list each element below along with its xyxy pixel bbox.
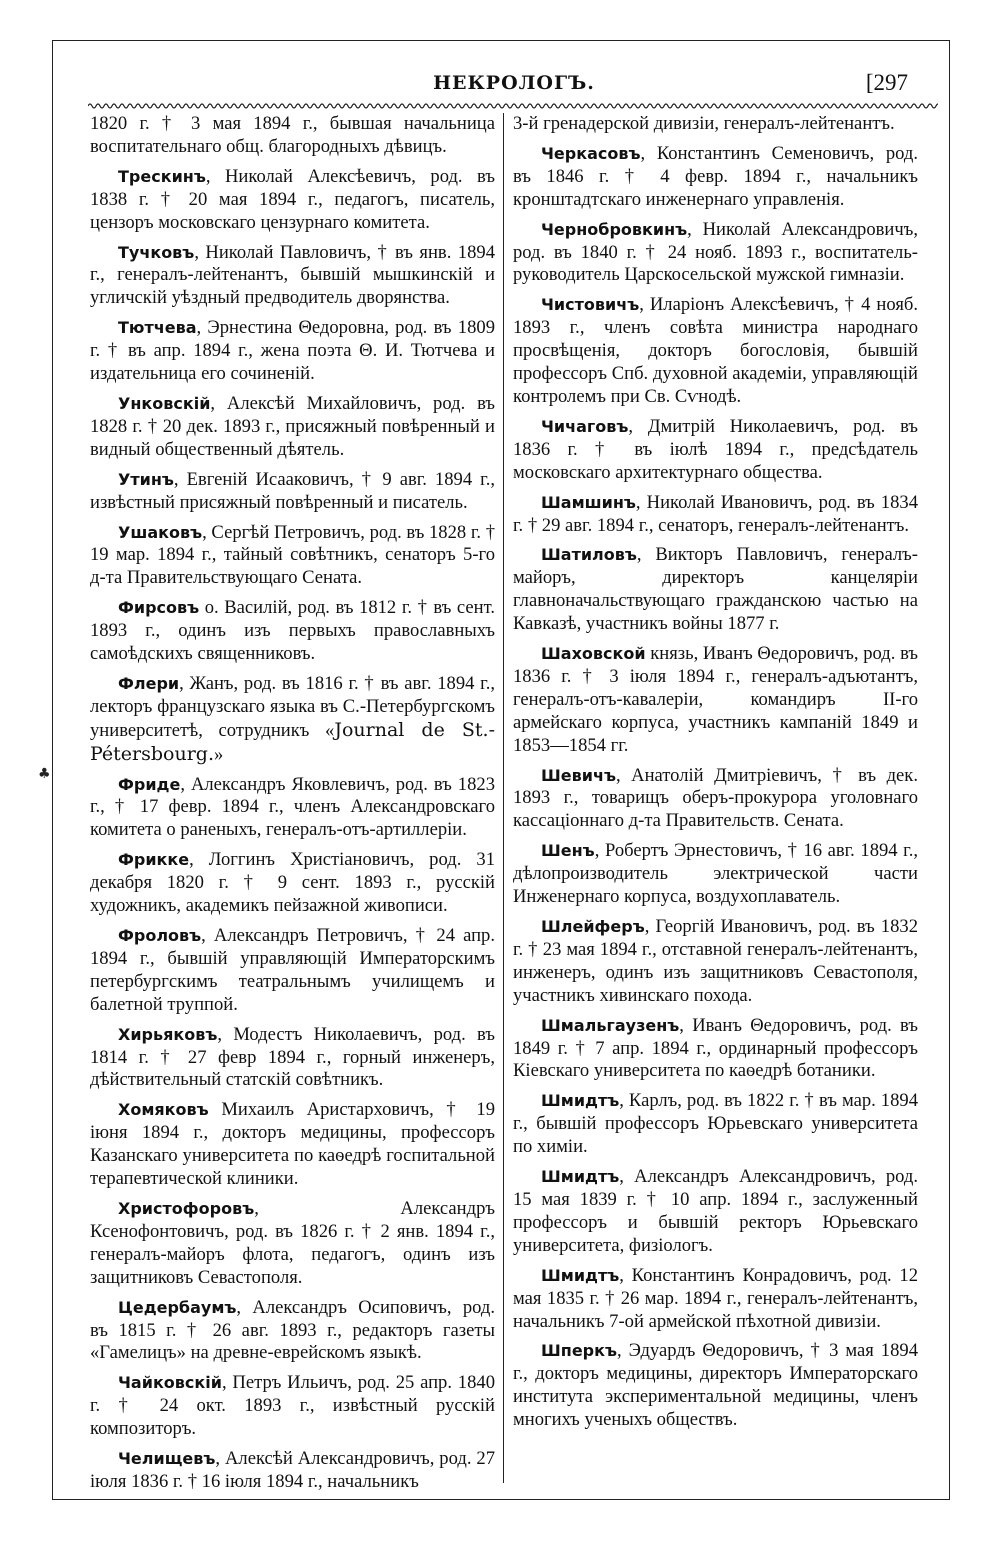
entry-surname: Шамшинъ: [541, 492, 636, 512]
obituary-entry: [513, 1015, 918, 1084]
entry-text: , Модестъ Николаевичъ, род. въ 1814 г. † 27 февр 1894 г., горный инженеръ, дѣйствительный статскій совѣтникъ.: [90, 1023, 495, 1091]
page-title: НЕКРОЛОГЪ.: [433, 72, 595, 94]
entry-surname: Хомяковъ: [118, 1100, 209, 1120]
entry-surname: Тютчева: [118, 318, 197, 338]
entry-surname: Фриде: [118, 774, 181, 794]
entry-surname: Челищевъ: [118, 1449, 216, 1469]
obituary-entry: [513, 113, 918, 136]
entry-text: 1820 г. † 3 мая 1894 г., бывшая начальница воспитательнаго общ. благородныхъ дѣвицъ.: [90, 113, 495, 157]
obituary-entry: [513, 544, 918, 636]
entry-surname: Чайковскій: [118, 1373, 222, 1393]
entry-tail: »: [214, 743, 224, 765]
wavy-rule: [88, 100, 938, 112]
obituary-entry: [90, 774, 495, 843]
obituary-entry: [513, 1166, 918, 1258]
column-divider: [503, 113, 504, 1483]
obituary-entry: [90, 469, 495, 515]
entry-surname: Ушаковъ: [118, 522, 203, 542]
entry-surname: Христофоровъ: [118, 1198, 255, 1218]
obituary-entry: [513, 765, 918, 834]
running-header: [88, 68, 940, 102]
obituary-entry: [513, 1265, 918, 1334]
entry-text: , Эрнестина Θедоровна, род. въ 1809 г. † въ апр. 1894 г., жена поэта Θ. И. Тютчева и издательница его сочиненій.: [90, 317, 495, 385]
entry-text: , Алексѣй Михайловичъ, род. въ 1828 г. † 20 дек. 1893 г., присяжный повѣренный и видный общественный дѣятель.: [90, 392, 495, 460]
entry-text: , Александръ Ксенофонтовичъ, род. въ 1826 г. † 2 янв. 1894 г., генералъ-майоръ флота, педагогъ, одинъ изъ защитниковъ Севастополя.: [90, 1197, 495, 1288]
entry-text: , Николай Павловичъ, † въ янв. 1894 г., генералъ-лейтенантъ, бывшій мышкинскій и угличскій уѣздный предводитель дворянства.: [90, 241, 495, 309]
entry-surname: Черкасовъ: [541, 143, 641, 163]
obituary-entry: [90, 393, 495, 462]
entry-text: , Николай Ивановичъ, род. въ 1834 г. † 29 авг. 1894 г., сенаторъ, генералъ-лейтенантъ.: [513, 491, 918, 536]
obituary-entry: [513, 916, 918, 1008]
entry-surname: Шаховской: [541, 644, 646, 664]
page-number: [297: [865, 70, 908, 95]
entry-text: , Алексѣй Александровичъ, род. 27 іюля 1836 г. † 16 іюля 1894 г., начальникъ: [90, 1448, 495, 1492]
obituary-entry: [90, 1448, 495, 1494]
obituary-entry: [90, 1198, 495, 1290]
entry-surname: Шлейферъ: [541, 917, 645, 936]
entry-surname: Утинъ: [118, 469, 174, 489]
entry-text: , Константинъ Конрадовичъ, род. 12 мая 1835 г. † 26 мар. 1894 г., генералъ-лейтенантъ, начальникъ 7-ой армейской пѣхотной дивизіи.: [513, 1264, 918, 1332]
obituary-entry: [90, 242, 495, 311]
entry-text: , Викторъ Павловичъ, генералъ-майоръ, директоръ канцеляріи главноначальствующаго гражданскою частью на Кавказѣ, участникъ войны 1877 г.: [513, 544, 918, 635]
entry-text: , Петръ Ильичъ, род. 25 апр. 1840 г. † 24 окт. 1893 г., извѣстный русскій композиторъ.: [90, 1372, 495, 1440]
obituary-entry: [90, 113, 495, 159]
obituary-entry: [513, 294, 918, 409]
obituary-entry: [90, 1099, 495, 1191]
entry-surname: Фирсовъ: [118, 598, 200, 618]
entry-text: , Александръ Осиповичъ, род. въ 1815 г. † 26 авг. 1893 г., редакторъ газеты «Гамелицъ» на древне-еврейскомъ языкѣ.: [90, 1296, 495, 1364]
entry-surname: Чичаговъ: [541, 416, 629, 436]
entry-text: о. Василій, род. въ 1812 г. † въ сент. 1893 г., одинъ изъ первыхъ православныхъ самоѣдскихъ священниковъ.: [90, 597, 495, 665]
obituary-entry: [513, 492, 918, 538]
right-column: [513, 113, 918, 1439]
entry-text: , Сергѣй Петровичъ, род. въ 1828 г. † 19 мар. 1894 г., тайный совѣтникъ, сенаторъ 5-го д-та Правительствующаго Сената.: [90, 521, 495, 589]
entry-text: , Дмитрій Николаевичъ, род. въ 1836 г. † въ іюлѣ 1894 г., предсѣдатель московскаго архитектурнаго общества.: [513, 415, 918, 483]
left-column: [90, 113, 495, 1501]
entry-text: , Александръ Яковлевичъ, род. въ 1823 г., † 17 февр. 1894 г., членъ Александровскаго комитета о раненыхъ, генералъ-отъ-артиллеріи.: [90, 773, 495, 841]
obituary-entry: [513, 840, 918, 909]
entry-surname: Чистовичъ: [541, 295, 640, 315]
entry-surname: Трескинъ: [118, 166, 206, 186]
entry-text: , Анатолій Дмитріевичъ, † въ дек. 1893 г., товарищъ оберъ-прокурора уголовнаго кассаціоннаго д-та Правительств. Сената.: [513, 764, 918, 832]
obituary-entry: [513, 143, 918, 212]
entry-text: , Эдуардъ Θедоровичъ, † 3 мая 1894 г., докторъ медицины, директоръ Императорскаго института экспериментальной медицины, членъ многихъ ученыхъ обществъ.: [513, 1340, 918, 1431]
entry-text: 3-й гренадерской дивизіи, генералъ-лейтенантъ.: [513, 113, 895, 134]
entry-text: Михаилъ Аристарховичъ, † 19 іюня 1894 г., докторъ медицины, профессоръ Казанскаго университета по каѳедрѣ госпитальной терапевтической клиники.: [90, 1099, 495, 1190]
obituary-entry: [90, 317, 495, 386]
entry-surname: Шатиловъ: [541, 545, 637, 565]
obituary-entry: [90, 673, 495, 767]
entry-text: , Константинъ Семеновичъ, род. въ 1846 г. † 4 февр. 1894 г., начальникъ кронштадтскаго инженернаго управленія.: [513, 142, 918, 210]
obituary-entry: [90, 925, 495, 1017]
margin-mark-icon: ♣: [38, 766, 51, 782]
obituary-entry: [90, 597, 495, 666]
entry-surname: Фрикке: [118, 850, 190, 870]
journal-title: Journal de St.-Pétersbourg.: [90, 718, 495, 765]
entry-text: , Иларіонъ Алексѣевичъ, † 4 нояб. 1893 г., членъ совѣта министра народнаго просвѣщенія, докторъ богословія, бывшій профессоръ Спб. духовной академіи, управляющій контролемъ при Св. Сѵнодѣ.: [513, 294, 918, 407]
entry-surname: Шенъ: [541, 841, 595, 861]
entry-text: , Евгеній Исааковичъ, † 9 авг. 1894 г., извѣстный присяжный повѣренный и писатель.: [90, 468, 495, 513]
entry-text: , Александръ Петровичъ, † 24 апр. 1894 г., бывшій управляющій Императорскимъ петербургскимъ театральнымъ училищемъ и балетной труппой.: [90, 925, 495, 1015]
entry-text: , Логгинъ Христіановичъ, род. 31 декабря 1820 г. † 9 сент. 1893 г., русскій художникъ, академикъ пейзажной живописи.: [90, 849, 495, 917]
entry-text: , Николай Алексѣевичъ, род. въ 1838 г. † 20 мая 1894 г., педагогъ, писатель, цензоръ московскаго цензурнаго комитета.: [90, 165, 495, 233]
obituary-entry: [513, 416, 918, 485]
obituary-entry: [90, 1024, 495, 1093]
obituary-entry: [90, 849, 495, 918]
entry-surname: Тучковъ: [118, 242, 195, 262]
entry-surname: Фроловъ: [118, 926, 202, 945]
entry-text: , Робертъ Эрнестовичъ, † 16 авг. 1894 г., дѣлопроизводитель электрической части Инженернаго корпуса, воздухоплаватель.: [513, 840, 918, 908]
entry-surname: Хирьяковъ: [118, 1024, 218, 1044]
obituary-entry: [513, 219, 918, 288]
obituary-entry: [90, 1297, 495, 1366]
obituary-entry: [90, 166, 495, 235]
entry-text: , Николай Александровичъ, род. въ 1840 г. † 24 нояб. 1893 г., воспитатель-руководитель Царскосельской мужской гимназіи.: [513, 218, 918, 286]
entry-text: , Жанъ, род. въ 1816 г. † въ авг. 1894 г., лекторъ французскаго языка въ С.-Петербургскомъ университетѣ, сотрудникъ «: [90, 672, 495, 741]
obituary-entry: [90, 1372, 495, 1441]
entry-surname: Флери: [118, 673, 180, 693]
obituary-entry: [513, 1090, 918, 1159]
obituary-entry: [90, 522, 495, 591]
entry-surname: Шмидтъ: [541, 1167, 620, 1187]
entry-surname: Шмидтъ: [541, 1265, 620, 1285]
entry-text: , Александръ Александровичъ, род. 15 мая 1839 г. † 10 апр. 1894 г., заслуженный профессоръ и бывшій ректоръ Юрьевскаго университета, физіологъ.: [513, 1166, 918, 1256]
entry-surname: Шмидтъ: [541, 1091, 620, 1111]
entry-surname: Цедербаумъ: [118, 1297, 237, 1317]
obituary-entry: [513, 1340, 918, 1432]
entry-text: , Карлъ, род. въ 1822 г. † въ мар. 1894 г., бывшій профессоръ Юрьевскаго университета по химіи.: [513, 1090, 918, 1158]
entry-text: князь, Иванъ Θедоровичъ, род. въ 1836 г. † 3 іюля 1894 г., генералъ-адъютантъ, генералъ-отъ-кавалеріи, командиръ II-го армейскаго корпуса, участникъ кампаній 1849 и 1853—1854 гг.: [513, 643, 918, 756]
entry-surname: Унковскій: [118, 393, 211, 413]
entry-text: , Георгій Ивановичъ, род. въ 1832 г. † 23 мая 1894 г., отставной генералъ-лейтенантъ, инженеръ, одинъ изъ защитниковъ Севастополя, участникъ хивинскаго похода.: [513, 916, 918, 1006]
entry-surname: Шперкъ: [541, 1341, 618, 1361]
obituary-entry: [513, 643, 918, 758]
entry-text: , Иванъ Θедоровичъ, род. въ 1849 г. † 7 апр. 1894 г., ординарный профессоръ Кіевскаго университета по каѳедрѣ ботаники.: [513, 1014, 918, 1082]
entry-surname: Чернобровкинъ: [541, 219, 688, 239]
entry-surname: Шмальгаузенъ: [541, 1015, 680, 1035]
entry-surname: Шевичъ: [541, 765, 616, 785]
